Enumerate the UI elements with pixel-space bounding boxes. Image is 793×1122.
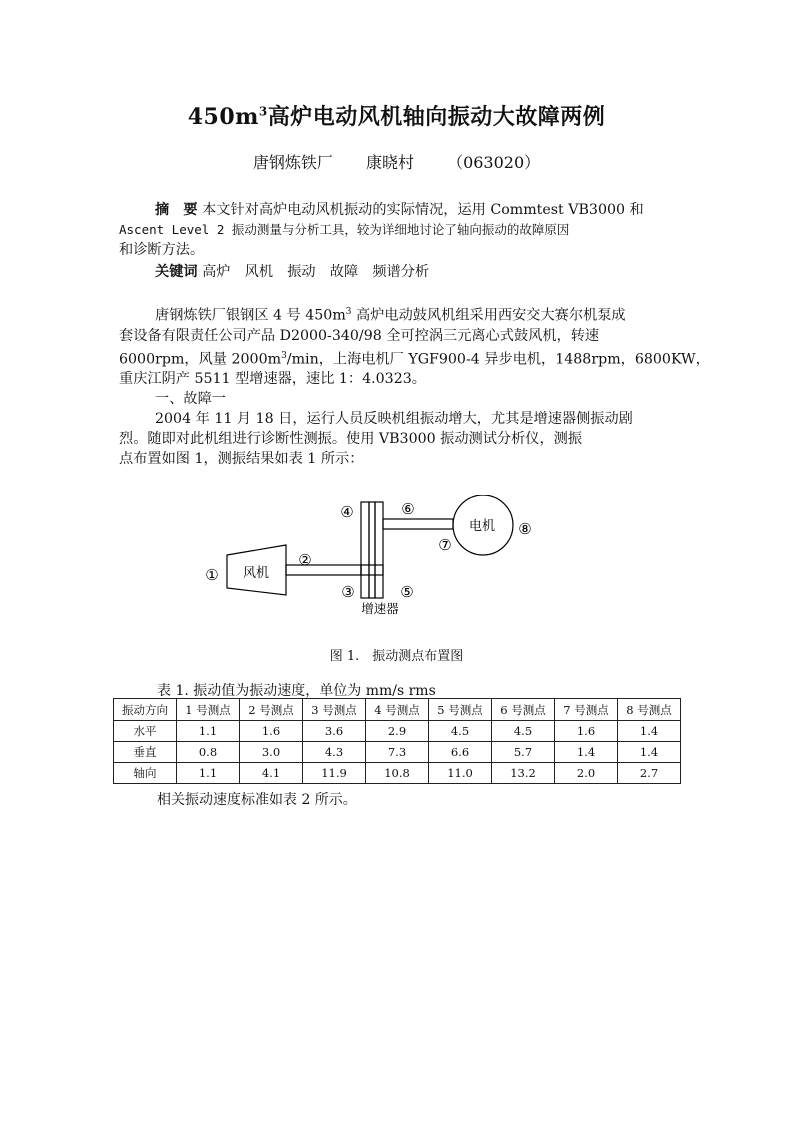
abstract-label: 摘 要 [155,202,198,218]
row-label: 轴向 [114,763,177,784]
table-header: 3 号测点 [303,699,366,721]
abstract-line-1: 本文针对高炉电动风机振动的实际情况，运用 Commtest VB3000 和 [202,202,644,218]
author-name: 康晓村 [365,153,414,172]
table-header: 5 号测点 [429,699,492,721]
table-header: 振动方向 [114,699,177,721]
table-cell: 1.1 [177,721,240,742]
gearbox-low-shaft [361,565,383,575]
table-row [114,742,681,763]
section-1-heading: 一、故障一 [155,391,226,408]
page-title: $450m^3$高炉电动风机轴向振动大故障两例 [187,104,606,130]
table-cell: 13.2 [492,763,555,784]
table-cell: 2.9 [366,721,429,742]
fan-label: 风机 [242,566,270,581]
row-label: 水平 [114,721,177,742]
table-cell: 1.4 [618,742,681,763]
motor-label: 电机 [468,519,496,534]
table-cell: 2.0 [555,763,618,784]
table-cell: 4.5 [492,721,555,742]
table-cell: 10.8 [366,763,429,784]
intro-paragraph: 唐钢炼铁厂银钢区 4 号 $450m^3$ 高炉电动鼓风机组采用西安交大赛尔机泵成 套设备有限责任公司产品 D2000-340/98 全可控涡三元离心式鼓风机，转速 6000rpm，风量 $2000m^3/\min$，上海电机厂 YGF900-4 异步电机，1488rpm，6800KW， 重庆江阴产 5511 型增速器，速比 1：4.0323。 一、故障一 2004 年 11 月 18 日，运行人员反映机组振动增大，尤其是增速器侧振动剧 烈。随即对此机组进行诊断性测振。使用 VB3000 振动测试分析仪，测振 点布置如图 1，测振结果如表 1 所示： [119,307,710,468]
table-header: 8 号测点 [618,699,681,721]
table-cell: 1.4 [618,721,681,742]
table-cell: 3.0 [240,742,303,763]
gearbox-plate-left [361,502,369,598]
point-2-marker: ② [298,551,312,569]
table-cell: 4.1 [240,763,303,784]
table-header: 1 号测点 [177,699,240,721]
table-cell: 1.6 [240,721,303,742]
table-header: 6 号测点 [492,699,555,721]
figure-caption: 图 1. 振动测点布置图 [329,649,464,664]
table-cell: 3.6 [303,721,366,742]
table-cell: 4.3 [303,742,366,763]
table-cell: 1.4 [555,742,618,763]
table-cell: 6.6 [429,742,492,763]
abstract-line-3: 和诊断方法。 [119,242,205,258]
keywords-text: 高炉 风机 振动 故障 频谱分析 [202,264,430,280]
table-note: 相关振动速度标准如表 2 所示。 [157,792,357,808]
keywords [119,262,675,282]
point-4-marker: ④ [340,503,354,521]
section-1-line-2: 烈。随即对此机组进行诊断性测振。使用 VB3000 振动测试分析仪，测振 [119,431,583,448]
table-cell: 0.8 [177,742,240,763]
table-header: 2 号测点 [240,699,303,721]
fan-shaft [286,565,361,575]
abstract [119,200,675,260]
keywords-label: 关键词 [155,264,198,280]
table-header: 4 号测点 [366,699,429,721]
point-7-marker: ⑦ [438,536,452,554]
point-3-marker: ③ [341,583,355,601]
point-1-marker: ① [205,566,219,584]
table-header-row [114,699,681,721]
abstract-line-2: Ascent Level 2 振动测量与分析工具，较为详细地讨论了轴向振动的故障原因 [119,222,570,237]
author-org: 唐钢炼铁厂 [252,153,333,172]
point-6-marker: ⑥ [401,500,415,518]
table-cell: 2.7 [618,763,681,784]
row-label: 垂直 [114,742,177,763]
gearbox-plate-mid [369,502,375,598]
section-1-line-1: 2004 年 11 月 18 日，运行人员反映机组振动增大，尤其是增速器侧振动剧 [155,411,633,428]
table-row [114,721,681,742]
gearbox-plate-right [375,502,383,598]
intro-line-4: 重庆江阴产 5511 型增速器，速比 1：4.0323。 [119,371,426,388]
motor-shaft [383,519,453,529]
author-postcode: （063020） [447,153,541,172]
table-row [114,763,681,784]
table-cell: 11.9 [303,763,366,784]
table-cell: 5.7 [492,742,555,763]
gearbox-label: 增速器 [361,601,399,616]
measurement-point-diagram [190,495,550,625]
table-cell: 11.0 [429,763,492,784]
point-8-marker: ⑧ [518,520,532,538]
section-1-line-3: 点布置如图 1，测振结果如表 1 所示： [119,451,364,468]
table-cell: 7.3 [366,742,429,763]
point-5-marker: ⑤ [400,583,414,601]
table-header: 7 号测点 [555,699,618,721]
table-cell: 1.6 [555,721,618,742]
vibration-table [113,698,681,784]
intro-line-2: 套设备有限责任公司产品 D2000-340/98 全可控涡三元离心式鼓风机，转速 [119,327,600,344]
table-cell: 4.5 [429,721,492,742]
table-cell: 1.1 [177,763,240,784]
table-caption: 表 1. 振动值为振动速度，单位为 mm/s rms [157,683,436,699]
author-line [0,150,793,173]
